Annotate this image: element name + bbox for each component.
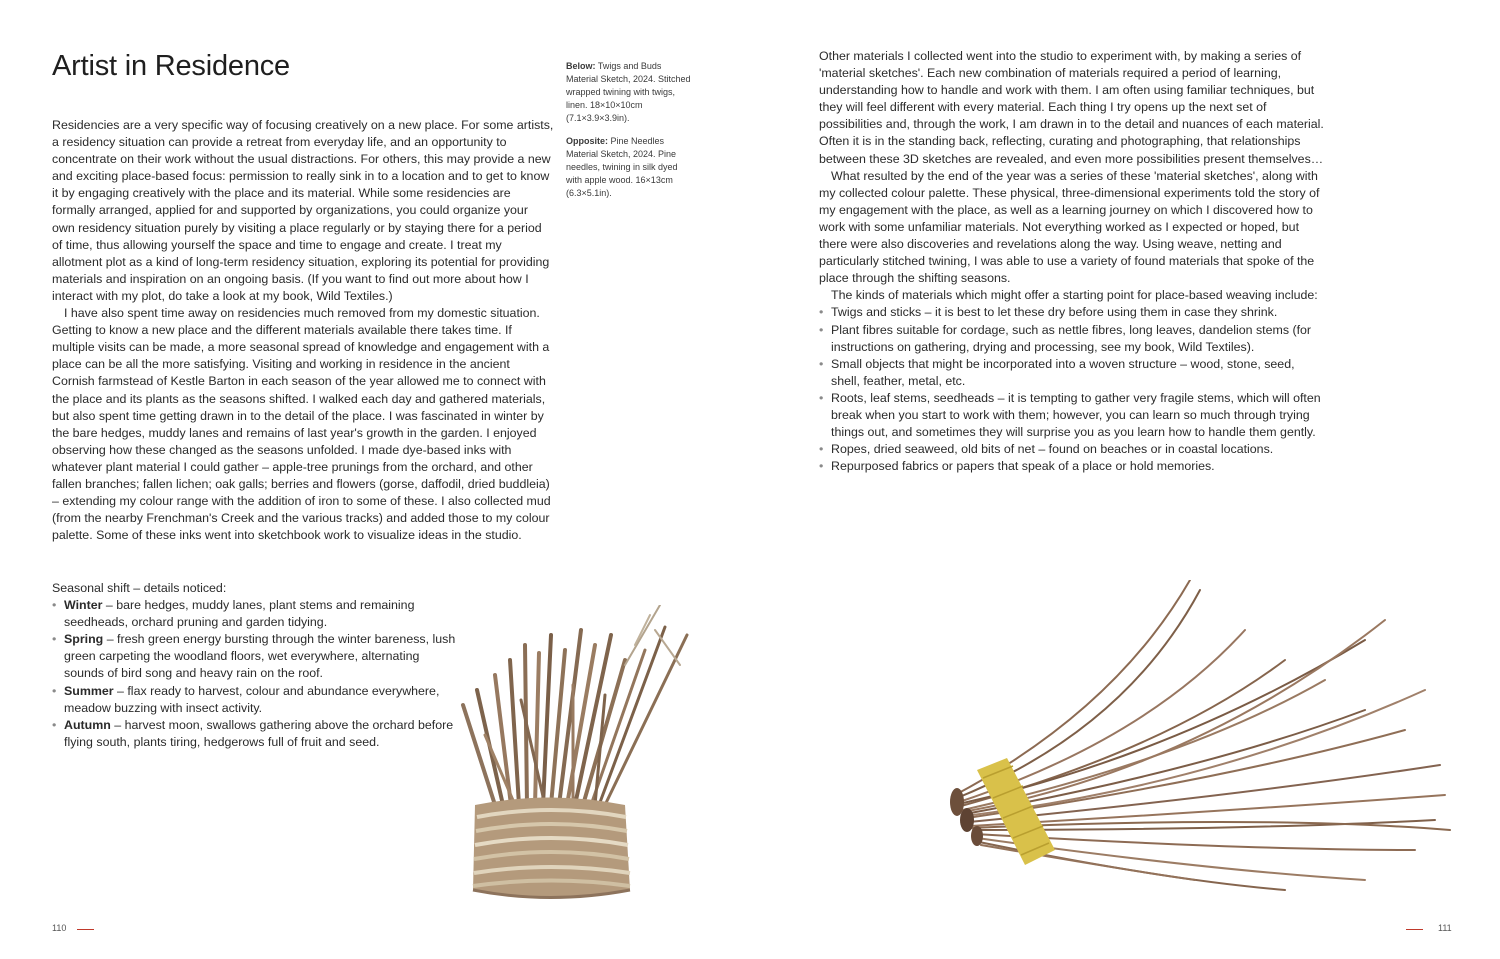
page-title: Artist in Residence <box>52 50 290 82</box>
season-text: – bare hedges, muddy lanes, plant stems and remaining seedheads, orchard pruning and garden tidying. <box>64 598 415 630</box>
twig-basket-photo <box>455 605 700 910</box>
season-text: – fresh green energy bursting through the winter bareness, lush green carpeting the woodland floors, wet everywhere, alternating sounds of bird song and heavy rain on the roof. <box>64 632 456 681</box>
list-item <box>52 683 462 717</box>
list-item: • Roots, leaf stems, seedheads – it is tempting to gather very fragile stems, which will often break when you start to work with them; however, you can learn so much through trying things out, and sometimes they will surprise you as you learn how to handle them gently. <box>819 390 1324 441</box>
materials-list <box>819 304 1324 475</box>
folio-rule-right <box>1406 929 1423 930</box>
caption-opposite <box>566 135 691 200</box>
caption-label: Opposite: <box>566 136 608 146</box>
list-item: • Plant fibres suitable for cordage, such as nettle fibres, long leaves, dandelion stems (for instructions on gathering, drying and processing, see my book, Wild Textiles). <box>819 322 1324 356</box>
season-text: – flax ready to harvest, colour and abundance everywhere, meadow buzzing with insect activity. <box>64 683 440 715</box>
right-page <box>750 0 1500 959</box>
paragraph: What resulted by the end of the year was a series of these 'material sketches', along with my collected colour palette. These physical, three-dimensional experiments told the story of my engagement with the place, as well as a learning journey on which I discovered how to work with some unfamiliar materials. Not everything worked as I expected or hoped, but there were also discoveries and revelations along the way. Using weave, netting and particularly stitched twining, I was able to use a variety of found materials that spoke of the place through the shifting seasons. <box>819 168 1320 286</box>
caption-text: Twigs and Buds Material Sketch, 2024. Stitched wrapped twining with twigs, linen. 18×10×10cm (7.1×3.9×3.9in). <box>566 61 691 123</box>
seasonal-list-block <box>52 580 462 751</box>
list-item: • Ropes, dried seaweed, old bits of net – found on beaches or in coastal locations. <box>819 441 1324 458</box>
list-item <box>52 597 462 631</box>
season-text: – harvest moon, swallows gathering above the orchard before flying south, plants tiring, hedgerows full of fruit and seed. <box>64 717 454 749</box>
page-number-left: 110 <box>52 923 67 933</box>
season-term: Autumn <box>64 717 111 732</box>
basket-weave <box>473 798 630 898</box>
paragraph: The kinds of materials which might offer a starting point for place-based weaving include: <box>831 288 1318 303</box>
caption-text: Pine Needles Material Sketch, 2024. Pine needles, twining in silk dyed with apple wood. 16×13cm (6.3×5.1in). <box>566 136 678 198</box>
seasons-list <box>52 597 462 751</box>
image-captions <box>566 60 691 210</box>
seasonal-heading: Seasonal shift – details noticed: <box>52 581 227 595</box>
list-item: • Small objects that might be incorporated into a woven structure – wood, stone, seed, shell, feather, metal, etc. <box>819 356 1324 390</box>
season-term: Spring <box>64 632 104 647</box>
paragraph: I have also spent time away on residencies much removed from my domestic situation. Getting to know a new place and the different materials available there takes time. If multiple visits can be made, a more seasonal spread of knowledge and engagement with a place can be all the more satisfying. Visiting and working in residence in the ancient Cornish farmstead of Kestle Barton in each season of the year allowed me to connect with the place and its plants as the seasons shifted. I walked each day and gathered materials, but also spent time getting drawn in to the detail of the place. I was fascinated in winter by the bare hedges, muddy lanes and remains of last year's growth in the garden. I enjoyed observing how these changed as the seasons unfolded. I made dye-based inks with whatever plant material I could gather – apple-tree prunings from the orchard, and other fallen branches; fallen lichen; oak galls; berries and flowers (gorse, daffodil, dried buddleia) – extending my colour range with the addition of iron to some of these. I also collected mud (from the nearby Frenchman's Creek and the various tracks) and added those to my colour palette. Some of these inks went into sketchbook work to visualize ideas in the studio. <box>52 306 551 543</box>
pine-needles-photo <box>945 580 1455 895</box>
list-item: • Twigs and sticks – it is best to let these dry before using them in case they shrink. <box>819 304 1324 321</box>
left-body-text <box>52 117 554 544</box>
list-item: • Repurposed fabrics or papers that speak of a place or hold memories. <box>819 458 1324 475</box>
page-number-right: 111 <box>1438 923 1452 933</box>
list-item <box>52 717 462 751</box>
season-term: Winter <box>64 598 103 613</box>
paragraph: Other materials I collected went into the studio to experiment with, by making a series of 'material sketches'. Each new combination of materials required a period of learning, understanding how to handle and work with them. I am often using familiar techniques, but they will feel different with every material. Each thing I try opens up the next set of possibilities and, through the work, I am drawn in to the detail and nuances of each material. Often it is in the standing back, reflecting, curating and photographing, that relationships between these 3D sketches are revealed, and even more possibilities present themselves… <box>819 49 1324 166</box>
list-item <box>52 631 462 682</box>
paragraph: Residencies are a very specific way of focusing creatively on a new place. For some artists, a residency situation can provide a retreat from everyday life, and an opportunity to concentrate on their work without the usual distractions. For others, this may provide a new and exciting place-based focus: permission to really sink in to a location and to get to know it by engaging creatively with the place and its material. While some residencies are formally arranged, applied for and supported by organizations, you could organize your own residency situation purely by visiting a place regularly or by staying there for a period of time, thus allowing yourself the space and time to engage and create. I treat my allotment plot as a kind of long-term residency situation, exploring its potential for providing materials and inspiration on an ongoing basis. (If you want to find out more about how I interact with my plot, do take a look at my book, Wild Textiles.) <box>52 118 554 303</box>
right-body-text <box>819 48 1324 475</box>
folio-rule-left <box>77 929 94 930</box>
caption-label: Below: <box>566 61 596 71</box>
season-term: Summer <box>64 683 114 698</box>
twig-sticks <box>463 605 687 805</box>
caption-below <box>566 60 691 125</box>
